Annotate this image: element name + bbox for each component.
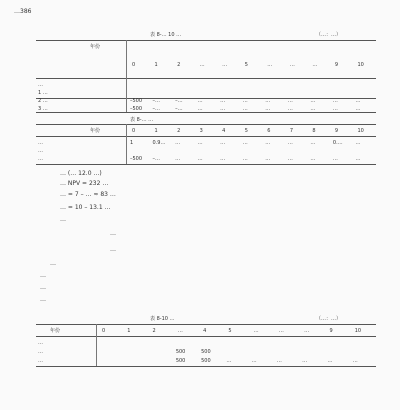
table3-row-label: … [38, 340, 43, 346]
table3-cell: 500 [201, 349, 211, 355]
table3-year-header: 1 [127, 328, 131, 334]
table3-row-label: … [38, 358, 43, 364]
table2-row-label: … [38, 148, 43, 154]
table1-cell: … [287, 106, 293, 112]
table1-year-header: … [289, 62, 295, 68]
table1-cell: … [287, 98, 293, 104]
table1-cell: … [197, 106, 203, 112]
table1-row-label: 2 … [38, 98, 48, 104]
table3-year-header: … [177, 328, 183, 334]
table1-unit: （…：…） [316, 32, 342, 38]
table3-year-header: … [278, 328, 284, 334]
table1-caption: 表 8-… 10 … [150, 32, 182, 38]
table2-cell: … [287, 156, 293, 162]
table2-row-label: … [38, 156, 43, 162]
table1-header-label: 年份 [90, 44, 101, 50]
table3-caption: 表 8-10 … [150, 316, 175, 322]
table1-cell: … [332, 98, 338, 104]
table2-cell: –… [152, 156, 161, 162]
table1-cell: –… [152, 98, 161, 104]
table1-cell: … [355, 106, 361, 112]
table2-cell: … [310, 140, 316, 146]
table1-cell: … [310, 98, 316, 104]
table2-cell: … [287, 140, 293, 146]
table1-cell: –… [175, 98, 183, 104]
table3-year-header: 0 [102, 328, 106, 334]
table3-year-header: 5 [228, 328, 232, 334]
table1-year-header: … [267, 62, 273, 68]
table1-cell: –500 [130, 106, 143, 112]
table2-year-header: 6 [267, 128, 271, 134]
table1-cell: … [242, 98, 248, 104]
table3-cell: … [276, 358, 282, 364]
table1-year-header: 0 [132, 62, 136, 68]
table3-cell: 500 [175, 358, 186, 364]
table1-row-label: 1 … [38, 90, 48, 96]
table1-cell: … [220, 106, 226, 112]
table1-row-label: 3 … [38, 106, 48, 112]
table1-year-header: … [199, 62, 205, 68]
table3-year-header: 4 [203, 328, 207, 334]
table1-year-header: 1 [154, 62, 158, 68]
table2-cell: … [355, 156, 361, 162]
table2-cell: 0.… [332, 140, 343, 146]
table2-cell: … [355, 140, 361, 146]
table3-cell: … [302, 358, 308, 364]
text-line: … [60, 216, 66, 223]
page-number: …386 [14, 8, 32, 15]
table2-cell: … [242, 156, 248, 162]
table3-cell: 500 [175, 349, 186, 355]
table2-cell: … [197, 140, 203, 146]
table1-cell: … [265, 106, 271, 112]
table2-cell: … [197, 156, 203, 162]
table1-cell: … [355, 98, 361, 104]
table1-year-header: … [312, 62, 318, 68]
table2-header-label: 年份 [90, 128, 101, 134]
table2-year-header: 10 [357, 128, 364, 134]
table3-year-header: … [304, 328, 310, 334]
table1-cell: –… [175, 106, 183, 112]
table1-cell: … [242, 106, 248, 112]
text-line: … [110, 246, 116, 253]
table2-cell: … [175, 156, 181, 162]
table1-cell: –500 [130, 98, 143, 104]
table3-year-header: 2 [152, 328, 156, 334]
table3-year-header: 9 [329, 328, 333, 334]
table2-year-header: 7 [289, 128, 293, 134]
table2-year-header: 2 [177, 128, 181, 134]
table3-cell: … [327, 358, 333, 364]
table2-year-header: 0 [132, 128, 136, 134]
table1-year-header: 10 [357, 62, 364, 68]
text-line: … = 7 – … ≈ 83 … [60, 191, 116, 198]
table3-header-label: 年份 [50, 328, 61, 334]
table3-year-header: 10 [354, 328, 362, 334]
table2-cell: 1 [130, 140, 134, 146]
table3-cell: … [352, 358, 358, 364]
table1-cell: … [310, 106, 316, 112]
table3-cell: … [251, 358, 257, 364]
table2-cell: … [310, 156, 316, 162]
table2-cell: … [265, 156, 271, 162]
table3-row-label: … [38, 349, 43, 355]
table2-year-header: 4 [222, 128, 226, 134]
table1-cell: … [220, 98, 226, 104]
table1-year-header: 9 [334, 62, 339, 68]
table2-year-header: 3 [199, 128, 203, 134]
table2-year-header: 5 [244, 128, 248, 134]
table1-row-label: … [38, 82, 43, 88]
table2-cell: … [332, 156, 338, 162]
table2-caption: 表 8-… … [130, 117, 154, 123]
table2-cell: … [175, 140, 181, 146]
table2-cell: 0.9… [152, 140, 166, 146]
text-line: … NPV = 232 … [60, 180, 109, 187]
table2-year-header: 9 [334, 128, 339, 134]
text-line: … [40, 296, 46, 303]
table1-year-header: … [222, 62, 228, 68]
table3-year-header: … [253, 328, 259, 334]
table1-year-header: 5 [244, 62, 248, 68]
table2-year-header: 8 [312, 128, 316, 134]
text-line: … [40, 272, 46, 279]
text-line: … = 10 – 13.1 … [60, 204, 111, 211]
text-line: … [110, 230, 116, 237]
table1-year-header: 2 [177, 62, 181, 68]
table2-cell: … [242, 140, 248, 146]
table1-cell: –… [152, 106, 161, 112]
text-line: … (… 12.0 …) [60, 170, 102, 177]
text-line: … [50, 260, 56, 267]
table2-cell: … [220, 140, 226, 146]
table3-unit: （…：…） [316, 316, 342, 322]
table2-cell: … [265, 140, 271, 146]
table2-year-header: 1 [154, 128, 158, 134]
table1-cell: … [197, 98, 203, 104]
table2-row-label: … [38, 140, 43, 146]
text-line: … [40, 284, 46, 291]
table3-cell: … [226, 358, 232, 364]
table3-cell: 500 [201, 358, 211, 364]
table2-cell: –500 [130, 156, 143, 162]
table1-cell: … [332, 106, 338, 112]
table1-cell: … [265, 98, 271, 104]
table2-cell: … [220, 156, 226, 162]
